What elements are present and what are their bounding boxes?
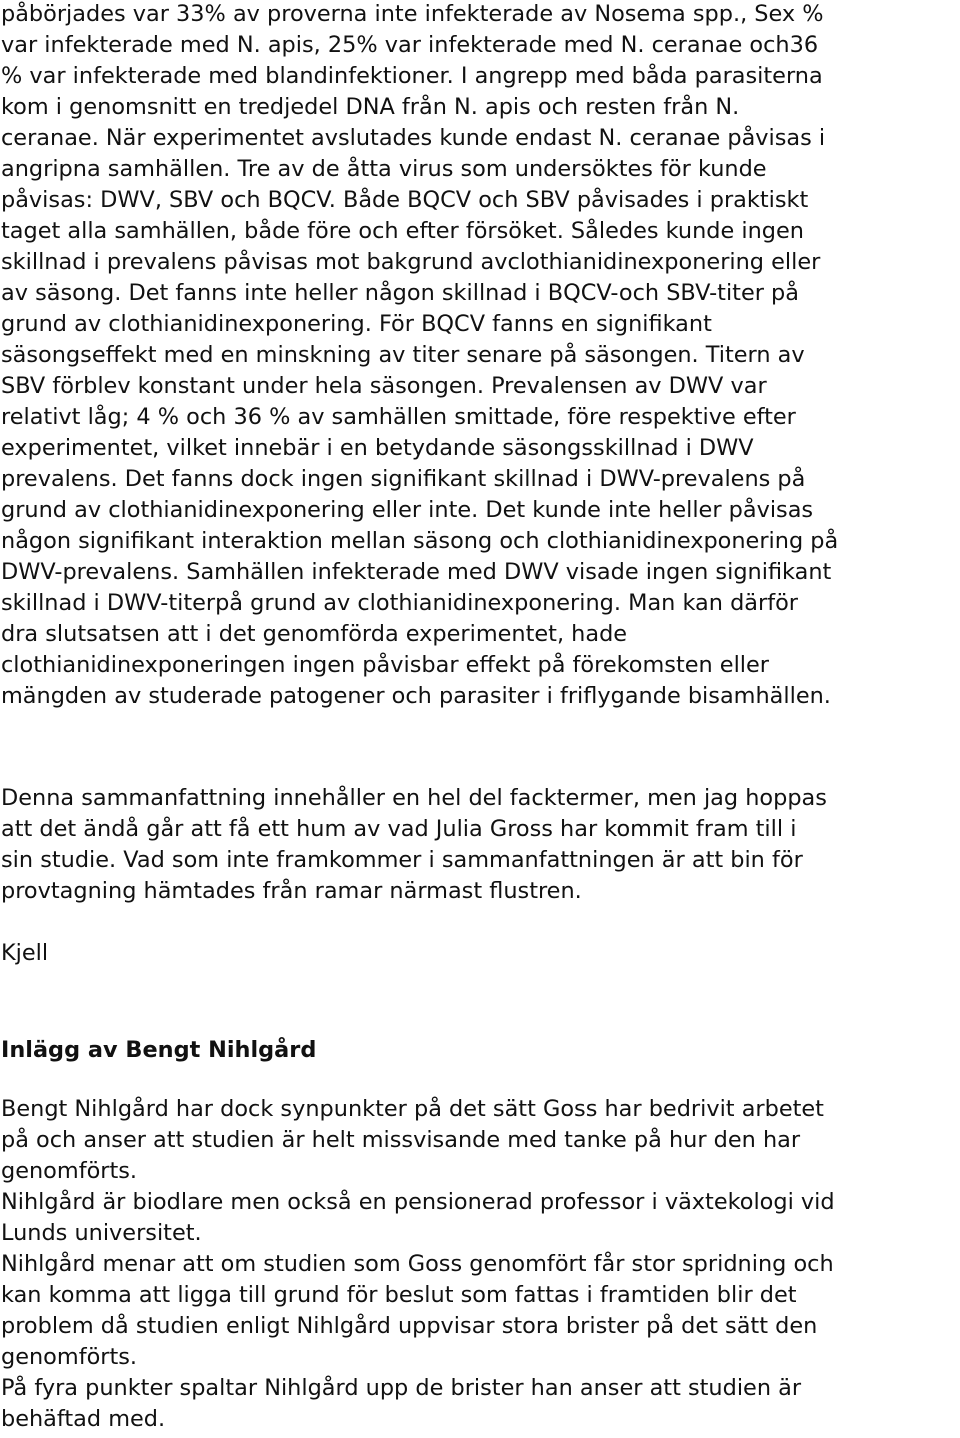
text-line: % var infekterade med blandinfektioner. I angrepp med båda parasiterna [1,63,823,89]
text-line: DWV-prevalens. Samhällen infekterade med DWV visade ingen signifikant [1,559,832,585]
text-line: kom i genomsnitt en tredjedel DNA från N. apis och resten från N. [1,94,740,120]
text-line: var infekterade med N. apis, 25% var infekterade med N. ceranae och36 [1,32,819,58]
text-line: Kjell [1,940,49,966]
signature [1,938,960,969]
text-line: mängden av studerade patogener och parasiter i friflygande bisamhällen. [1,683,831,709]
text-line: kan komma att ligga till grund för beslut som fattas i framtiden blir det [1,1282,797,1308]
text-line: påvisas: DWV, SBV och BQCV. Både BQCV och SBV påvisades i praktiskt [1,187,809,213]
text-line: angripna samhällen. Tre av de åtta virus som undersöktes för kunde [1,156,767,182]
text-line: clothianidinexponeringen ingen påvisbar effekt på förekomsten eller [1,652,770,678]
text-line: genomförts. [1,1344,138,1370]
text-line: Bengt Nihlgård har dock synpunkter på det sätt Goss har bedrivit arbetet [1,1096,824,1122]
text-line: Nihlgård är biodlare men också en pensionerad professor i växtekologi vid [1,1189,835,1215]
text-line: sin studie. Vad som inte framkommer i sammanfattningen är att bin för [1,847,803,873]
text-line: på och anser att studien är helt missvisande med tanke på hur den har [1,1127,801,1153]
text-line: experimentet, vilket innebär i en betydande säsongsskillnad i DWV [1,435,754,461]
text-line: På fyra punkter spaltar Nihlgård upp de brister han anser att studien är [1,1375,802,1401]
text-line: genomförts. [1,1158,138,1184]
text-line: någon signifikant interaktion mellan säsong och clothianidinexponering på [1,528,839,554]
text-line: dra slutsatsen att i det genomförda experimentet, hade [1,621,628,647]
text-line: Lunds universitet. [1,1220,202,1246]
text-line: av säsong. Det fanns inte heller någon skillnad i BQCV-och SBV-titer på [1,280,799,306]
text-line: problem då studien enligt Nihlgård uppvisar stora brister på det sätt den [1,1313,818,1339]
text-line: prevalens. Det fanns dock ingen signifikant skillnad i DWV-prevalens på [1,466,806,492]
text-line: behäftad med. [1,1406,166,1432]
text-line: Inlägg av Bengt Nihlgård [1,1037,317,1063]
text-line: grund av clothianidinexponering eller inte. Det kunde inte heller påvisas [1,497,814,523]
text-line: SBV förblev konstant under hela säsongen. Prevalensen av DWV var [1,373,767,399]
text-line: taget alla samhällen, både före och efter försöket. Således kunde ingen [1,218,804,244]
text-line: skillnad i DWV-titerpå grund av clothianidinexponering. Man kan därför [1,590,798,616]
text-line: skillnad i prevalens påvisas mot bakgrund avclothianidinexponering eller [1,249,821,275]
text-line: Nihlgård menar att om studien som Goss genomfört får stor spridning och [1,1251,834,1277]
text-line: Denna sammanfattning innehåller en hel del facktermer, men jag hoppas [1,785,827,811]
text-line: säsongseffekt med en minskning av titer senare på säsongen. Titern av [1,342,805,368]
text-line: att det ändå går att få ett hum av vad Julia Gross har kommit fram till i [1,816,797,842]
text-line: ceranae. När experimentet avslutades kunde endast N. ceranae påvisas i [1,125,826,151]
paragraph-nihlgard-post [1,1094,960,1435]
paragraph-author-comment [1,783,960,907]
text-line: relativt låg; 4 % och 36 % av samhällen smittade, före respektive efter [1,404,796,430]
paragraph-study-summary [1,0,960,712]
text-line: grund av clothianidinexponering. För BQCV fanns en signifikant [1,311,712,337]
text-line: påbörjades var 33% av proverna inte infekterade av Nosema spp., Sex % [1,1,824,27]
section-heading [1,1033,960,1067]
text-line: provtagning hämtades från ramar närmast flustren. [1,878,582,904]
